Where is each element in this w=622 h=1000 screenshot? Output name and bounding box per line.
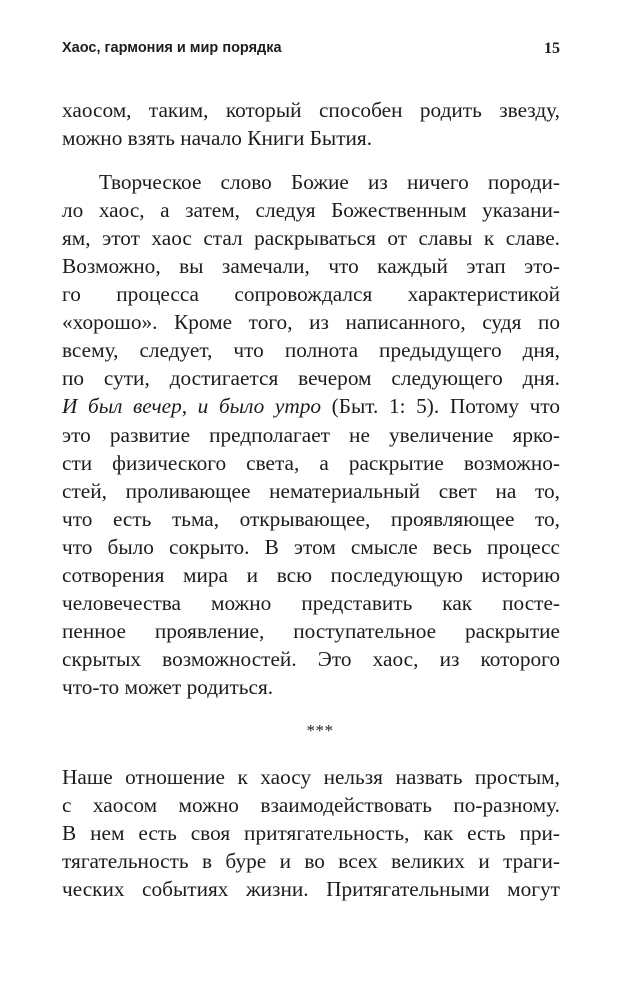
scripture-reference: (Быт. 1: 5). Потому что bbox=[321, 394, 560, 419]
text-line: по сути, достигается вечером следующего дня. bbox=[62, 366, 560, 391]
text-line: ческих событиях жизни. Притягательными могут bbox=[62, 877, 560, 902]
text-line: ло хаос, а затем, следуя Божественным указани- bbox=[62, 198, 560, 223]
text-line: Наше отношение к хаосу нельзя назвать простым, bbox=[62, 764, 560, 789]
section-separator: *** bbox=[306, 720, 334, 740]
text-line: можно взять начало Книги Бытия. bbox=[62, 126, 373, 151]
text-line: ям, этот хаос стал раскрываться от славы к славе. bbox=[62, 226, 560, 251]
text-line: что было сокрыто. В этом смысле весь процесс bbox=[62, 534, 560, 559]
text-line: го процесса сопровождался характеристикой bbox=[62, 282, 560, 307]
paragraph-continued bbox=[62, 96, 560, 152]
text-line: сотворения мира и всю последующую историю bbox=[62, 562, 560, 587]
text-line: всему, следует, что полнота предыдущего дня, bbox=[62, 338, 560, 363]
text-line: с хаосом можно взаимодействовать по-разному. bbox=[62, 793, 560, 818]
page-number: 15 bbox=[544, 40, 560, 57]
text-line: Возможно, вы замечали, что каждый этап это- bbox=[62, 254, 560, 279]
scripture-quote: И был вечер, и было утро bbox=[62, 394, 322, 419]
text-line: Творческое слово Божие из ничего породи- bbox=[99, 170, 560, 195]
page-body bbox=[62, 96, 560, 903]
text-line: пенное проявление, поступательное раскрытие bbox=[62, 618, 560, 643]
text-line: что есть тьма, открывающее, проявляющее то, bbox=[62, 506, 560, 531]
text-line: что-то может родиться. bbox=[62, 674, 274, 699]
text-line: В нем есть своя притягательность, как есть при- bbox=[62, 821, 560, 846]
paragraph bbox=[62, 168, 560, 701]
text-line: хаосом, таким, который способен родить звезду, bbox=[62, 98, 560, 122]
text-line: «хорошо». Кроме того, из написанного, судя по bbox=[62, 310, 560, 335]
paragraph bbox=[62, 763, 560, 903]
text-line-with-quote bbox=[62, 392, 560, 420]
running-header bbox=[62, 40, 560, 64]
text-line: сти физического света, а раскрытие возможно- bbox=[62, 450, 560, 475]
text-line: тягательность в буре и во всех великих и траги- bbox=[62, 849, 560, 874]
text-line: это развитие предполагает не увеличение ярко- bbox=[62, 422, 560, 447]
text-line: скрытых возможностей. Это хаос, из которого bbox=[62, 646, 560, 671]
chapter-title: Хаос, гармония и мир порядка bbox=[62, 40, 282, 56]
text-line: человечества можно представить как посте- bbox=[62, 590, 560, 615]
text-line: стей, проливающее нематериальный свет на то, bbox=[62, 478, 560, 503]
